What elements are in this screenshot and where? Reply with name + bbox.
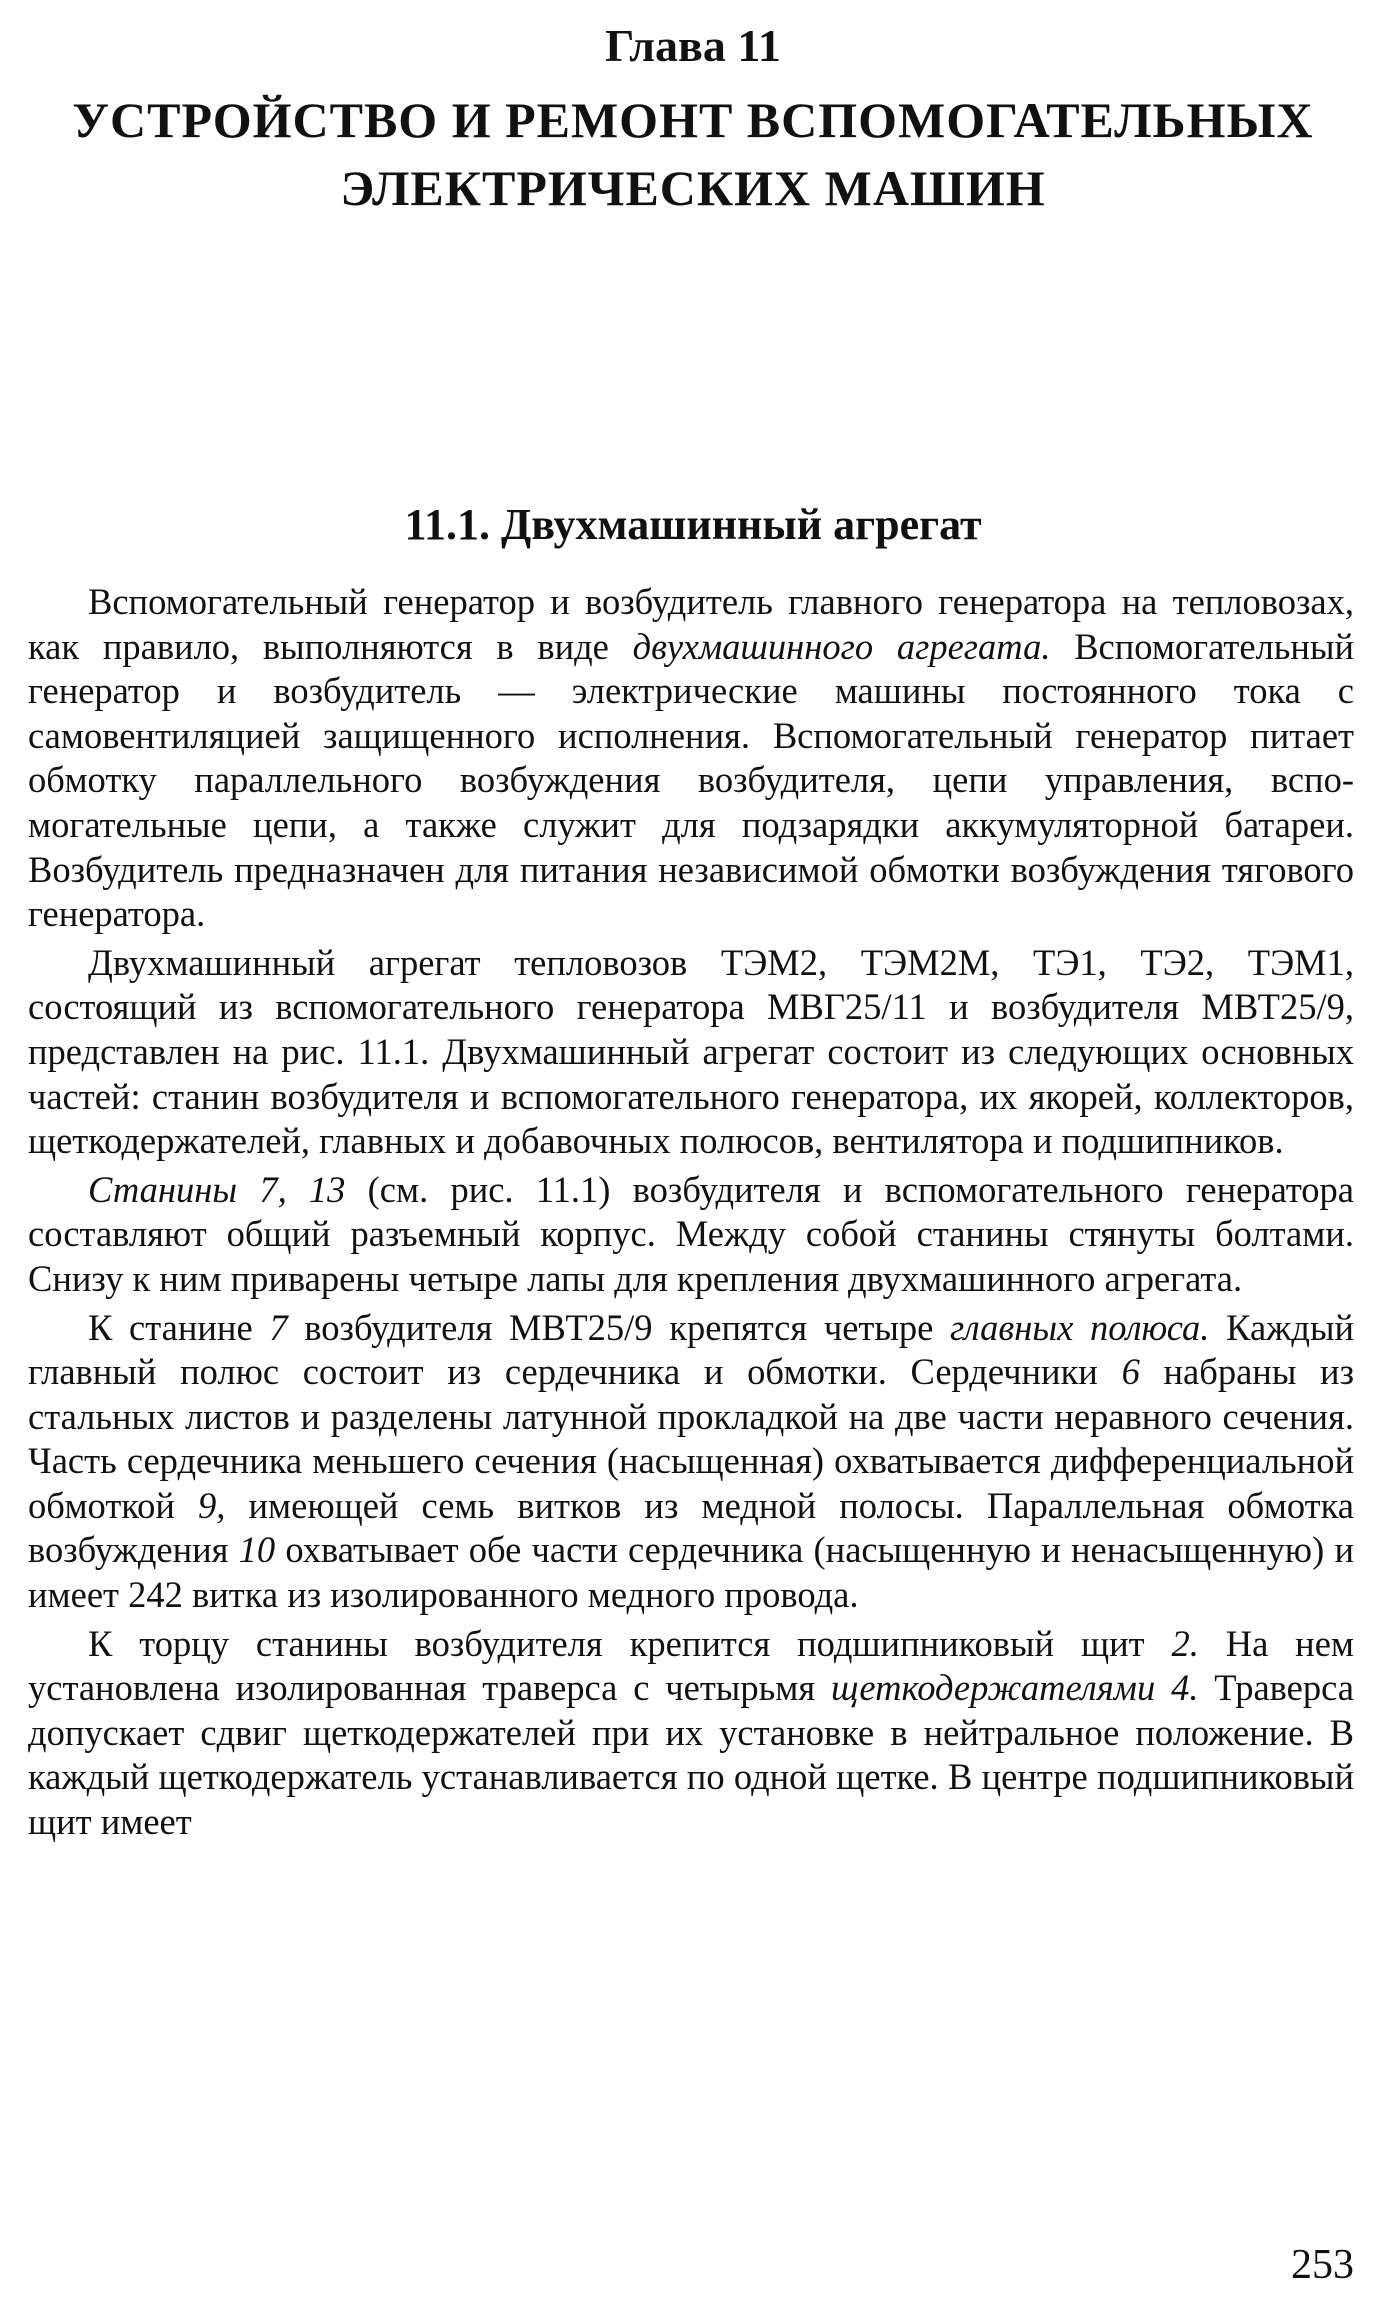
- italic-term: Станины 7, 13: [88, 1168, 346, 1210]
- chapter-title: УСТРОЙСТВО И РЕМОНТ ВСПОМОГАТЕЛЬНЫХ ЭЛЕКТРИЧЕСКИХ МАШИН: [72, 92, 1314, 216]
- paragraph-text: Двухмашинный агрегат тепловозов ТЭМ2, ТЭМ2М, ТЭ1, ТЭ2, ТЭМ1, состоящий из вспомогательного генератора МВГ25/11 и возбудителя МВТ25/9, представлен на рис. 11.1. Двухмашинный агрегат состоит из следующих основных частей: станин возбудителя и вспомогательного генератора, их якорей, коллекторов, щеткодержателей, главных и добавочных полюсов, вентилятора и подшипников.: [28, 941, 1354, 1162]
- italic-reference: 2.: [1171, 1622, 1199, 1664]
- paragraph-text: К станине: [88, 1306, 270, 1348]
- paragraph-4: [28, 1306, 1354, 1618]
- paragraph-text: (см. рис. 11.1) возбудителя и вспомогательного генератора составляют общий разъемный корпус. Между собой станины стянуты болтами. Снизу к ним приварены четыре лапы для крепления двухмашинного агрегата.: [28, 1168, 1354, 1299]
- paragraph-text: Вспомогательный генератор и возбудитель главного генератора на тепловозах, как правило, выполняются в виде: [28, 581, 1354, 667]
- italic-term: главных полюса.: [950, 1306, 1210, 1348]
- chapter-label: Глава 11: [605, 20, 781, 71]
- paragraph-text: имеющей семь витков из медной полосы. Параллельная обмотка возбуждения: [28, 1484, 1354, 1571]
- paragraph-text: возбудителя МВТ25/9 крепятся четыре: [287, 1306, 951, 1348]
- paragraph-1: [28, 580, 1354, 937]
- paragraph-text: Каждый главный полюс состоит из сердечника и обмотки. Сердечники: [28, 1306, 1355, 1393]
- paragraph-5: [28, 1622, 1354, 1845]
- italic-reference: 10: [238, 1529, 276, 1571]
- paragraph-text: охватывает обе части сердечника (насыщенную и ненасыщенную) и имеет 242 витка из изолированного медного провода.: [28, 1529, 1354, 1616]
- italic-reference: 7: [269, 1306, 288, 1348]
- paragraph-3: [28, 1168, 1354, 1302]
- body-text: [28, 580, 1354, 1845]
- italic-reference: 6: [1121, 1351, 1140, 1393]
- paragraph-text: К торцу станины возбудителя крепится подшипниковый щит: [88, 1622, 1172, 1664]
- italic-term: щеткодержателями 4.: [830, 1667, 1199, 1709]
- paragraph-text: Вспомогательный генератор и возбудитель — электрические машины постоянного тока с самовентиляцией защищенного исполнения. Вспомогательный генератор питает обмотку параллельного возбуждения возбудителя, цепи управления, вспомогательные цепи, а также служит для подзарядки аккумуляторной батареи. Возбудитель предназначен для питания независимой обмотки возбуждения тягового генератора.: [28, 625, 1355, 935]
- page-number: 253: [1291, 2242, 1354, 2288]
- paragraph-text: набраны из стальных листов и разделены латунной прокладкой на две части неравного сечения. Часть сердечника меньшего сечения (насыщенная) охватывается дифференциальной обмоткой: [28, 1351, 1355, 1526]
- italic-reference: 9,: [198, 1484, 226, 1526]
- italic-term: двухмашинного агрегата.: [632, 625, 1051, 667]
- paragraph-text: Траверса допускает сдвиг щеткодержателей при их установке в нейтральное положение. В каждый щеткодержатель устанавливается по одной щетке. В центре подшипниковый щит имеет: [28, 1667, 1354, 1843]
- paragraph-text: На нем установлена изолированная траверса с четырьмя: [28, 1622, 1354, 1709]
- paragraph-2: [28, 941, 1354, 1164]
- section-heading: 11.1. Двухмашинный агрегат: [404, 500, 982, 549]
